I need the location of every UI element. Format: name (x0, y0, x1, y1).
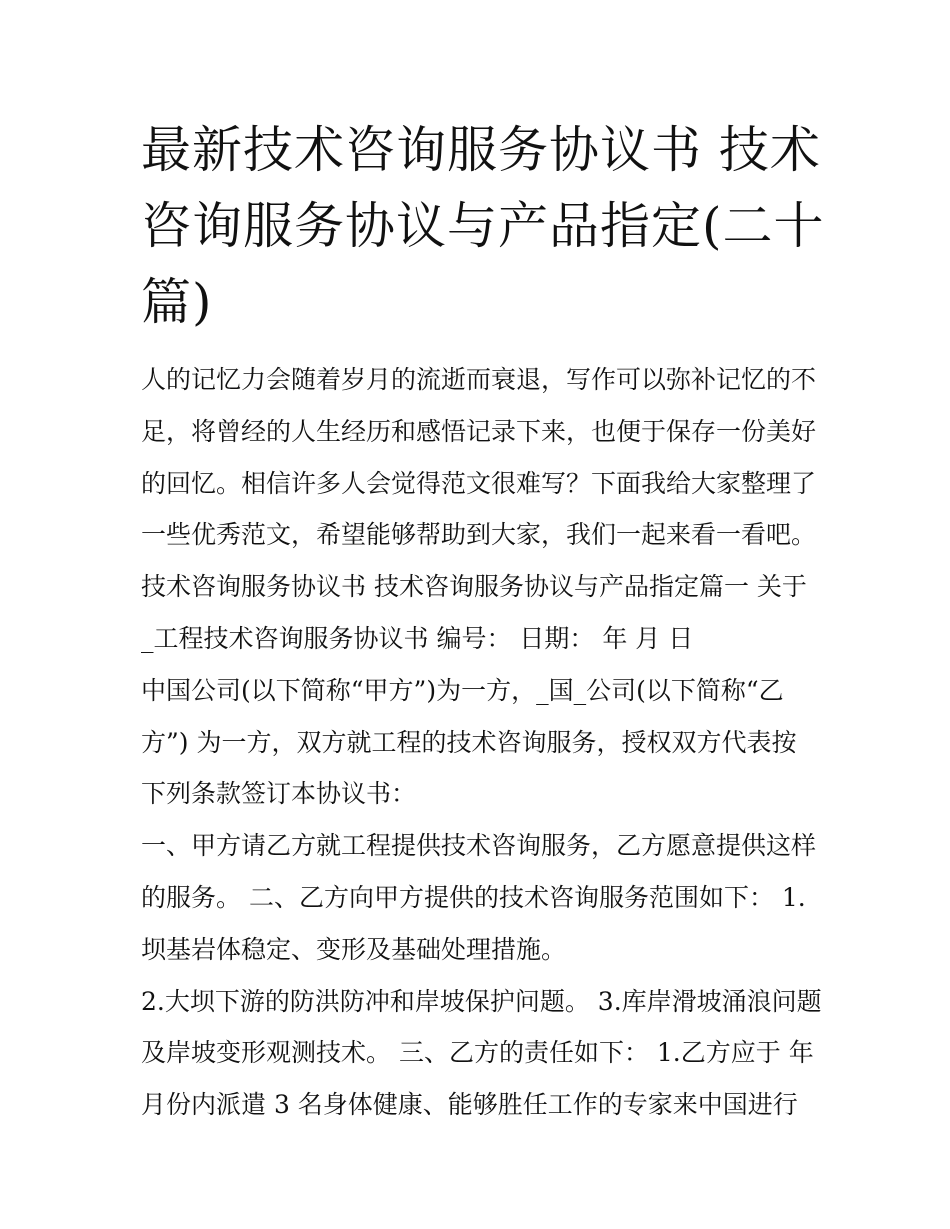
body-line: 足，将曾经的人生经历和感悟记录下来，也便于保存一份美好 (141, 416, 817, 446)
document-body (141, 354, 831, 1131)
body-line: 人的记忆力会随着岁月的流逝而衰退，写作可以弥补记忆的不 (141, 365, 817, 394)
body-line: 的回忆。相信许多人会觉得范文很难写？下面我给大家整理了 (141, 468, 817, 498)
body-line: 方”) 为一方，双方就工程的技术咨询服务，授权双方代表按 (141, 727, 797, 757)
body-line: 技术咨询服务协议书 技术咨询服务协议与产品指定篇一 关于 (141, 572, 807, 602)
body-line: 一、甲方请乙方就工程提供技术咨询服务，乙方愿意提供这样 (141, 831, 817, 861)
body-line: 月份内派遣 3 名身体健康、能够胜任工作的专家来中国进行 (141, 1090, 798, 1120)
body-line: 及岸坡变形观测技术。 三、乙方的责任如下： 1.乙方应于 年 (141, 1038, 814, 1068)
body-line: 坝基岩体稳定、变形及基础处理措施。 (141, 934, 567, 964)
title-line: 最新技术咨询服务协议书 技术 (141, 121, 821, 179)
body-line: 2.大坝下游的防洪防冲和岸坡保护问题。 3.库岸滑坡涌浪问题 (141, 986, 822, 1016)
body-line: _工程技术咨询服务协议书 编号： 日期： 年 月 日 (141, 623, 694, 653)
body-line: 中国公司(以下简称“甲方”)为一方，_国_公司(以下简称“乙 (141, 675, 784, 705)
title-line: 咨询服务协议与产品指定(二十 (141, 197, 825, 255)
body-line: 下列条款签订本协议书： (141, 779, 417, 809)
body-line: 的服务。 二、乙方向甲方提供的技术咨询服务范围如下： 1. (141, 882, 806, 912)
title-line: 篇) (141, 273, 213, 331)
document-title (141, 112, 831, 340)
body-line: 一些优秀范文，希望能够帮助到大家，我们一起来看一看吧。 (141, 520, 817, 550)
